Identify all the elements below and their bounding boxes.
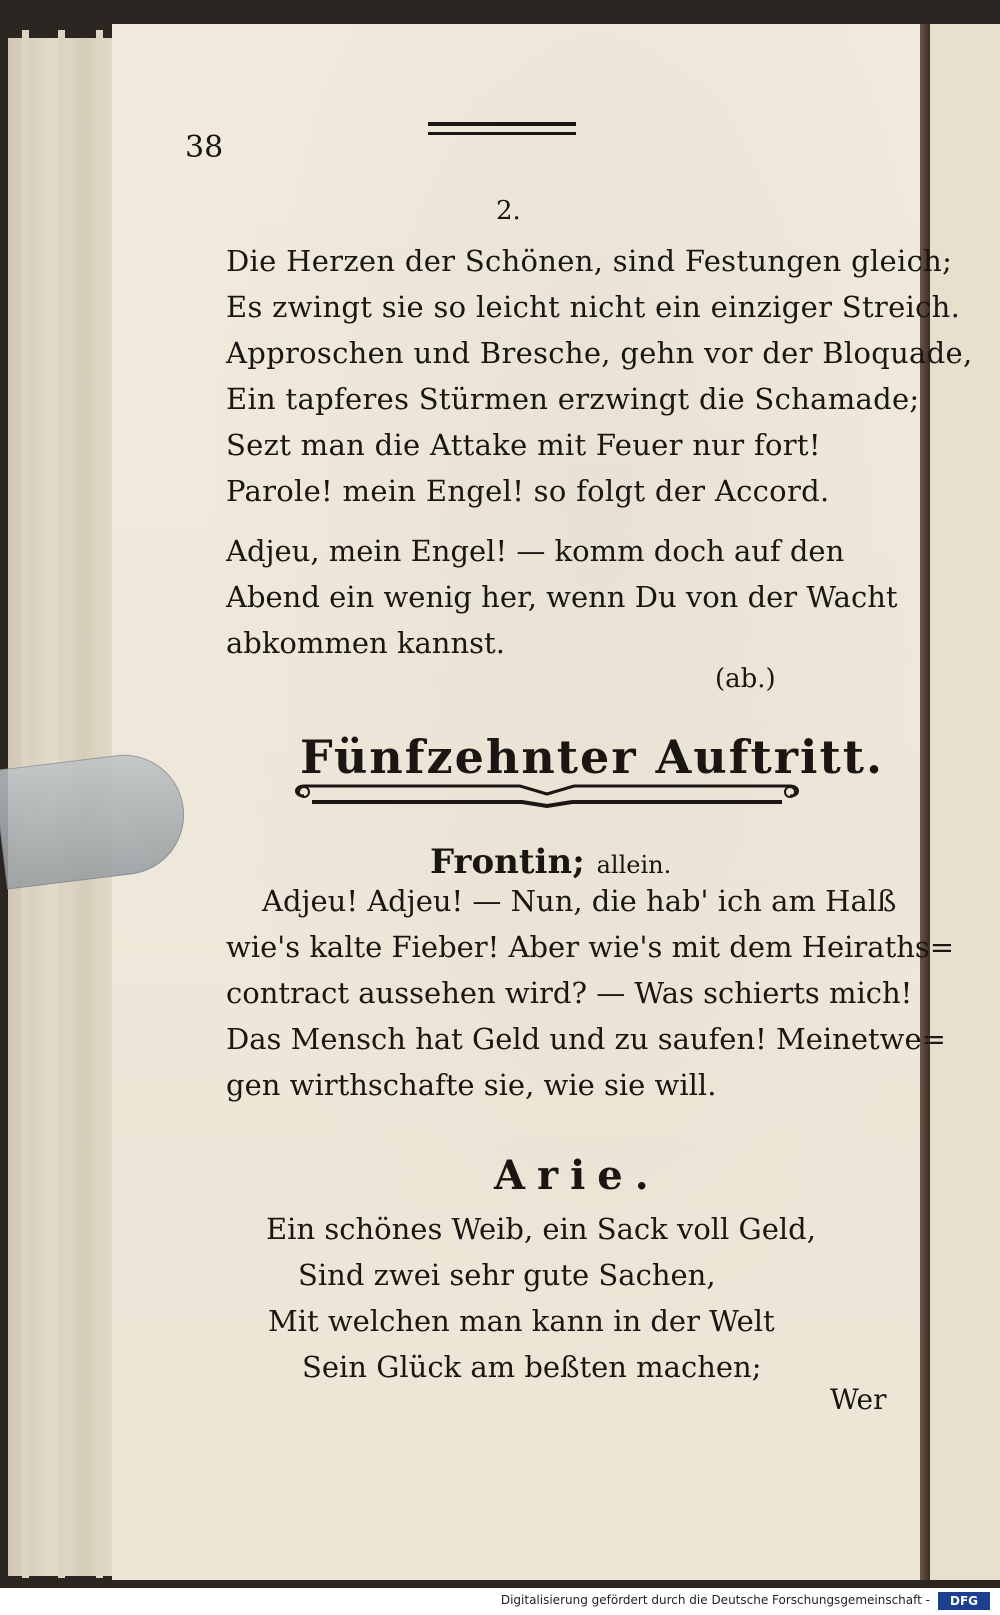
speaker-note: allein.: [596, 851, 672, 879]
verse-line: Die Herzen der Schönen, sind Festungen gleich;: [226, 244, 953, 278]
speaker-line: [430, 842, 671, 882]
prose-line: wie's kalte Fieber! Aber wie's mit dem Heiraths=: [226, 930, 955, 964]
prose-line: abkommen kannst.: [226, 626, 505, 660]
prose-line: Das Mensch hat Geld und zu saufen! Meinetwe=: [226, 1022, 946, 1056]
verse-line: Sezt man die Attake mit Feuer nur fort!: [226, 428, 821, 462]
catchword: Wer: [830, 1383, 887, 1416]
digitization-footer: [0, 1588, 1000, 1615]
verse-line: Parole! mein Engel! so folgt der Accord.: [226, 474, 830, 508]
dfg-logo: DFG: [938, 1592, 990, 1610]
prose-line: gen wirthschafte sie, wie sie will.: [226, 1068, 717, 1102]
aria-line: Sein Glück am beßten machen;: [302, 1350, 762, 1384]
aria-line: Sind zwei sehr gute Sachen,: [298, 1258, 716, 1292]
heading-ornament: [292, 780, 802, 810]
aria-line: Mit welchen man kann in der Welt: [268, 1304, 775, 1338]
footer-credit: Digitalisierung gefördert durch die Deutsche Forschungsgemeinschaft -: [500, 1593, 930, 1607]
header-rule: [428, 122, 576, 126]
aria-line: Ein schönes Weib, ein Sack voll Geld,: [266, 1212, 816, 1246]
speaker-name: Frontin;: [430, 842, 585, 882]
aria-title: Arie.: [494, 1152, 661, 1199]
stanza-number: 2.: [496, 196, 521, 226]
prose-line: Adjeu! Adjeu! — Nun, die hab' ich am Halß: [262, 884, 897, 918]
stage-direction: (ab.): [715, 664, 776, 694]
verse-line: Es zwingt sie so leicht nicht ein einziger Streich.: [226, 290, 961, 324]
verse-line: Ein tapferes Stürmen erzwingt die Schamade;: [226, 382, 920, 416]
verse-line: Approschen und Bresche, gehn vor der Bloquade,: [226, 336, 973, 370]
prose-line: Adjeu, mein Engel! — komm doch auf den: [226, 534, 845, 568]
prose-line: contract aussehen wird? — Was schierts mich!: [226, 976, 913, 1010]
scene-heading: Fünfzehnter Auftritt.: [300, 730, 884, 784]
header-rule: [428, 132, 576, 135]
prose-line: Abend ein wenig her, wenn Du von der Wacht: [226, 580, 898, 614]
page-number: 38: [185, 130, 224, 165]
